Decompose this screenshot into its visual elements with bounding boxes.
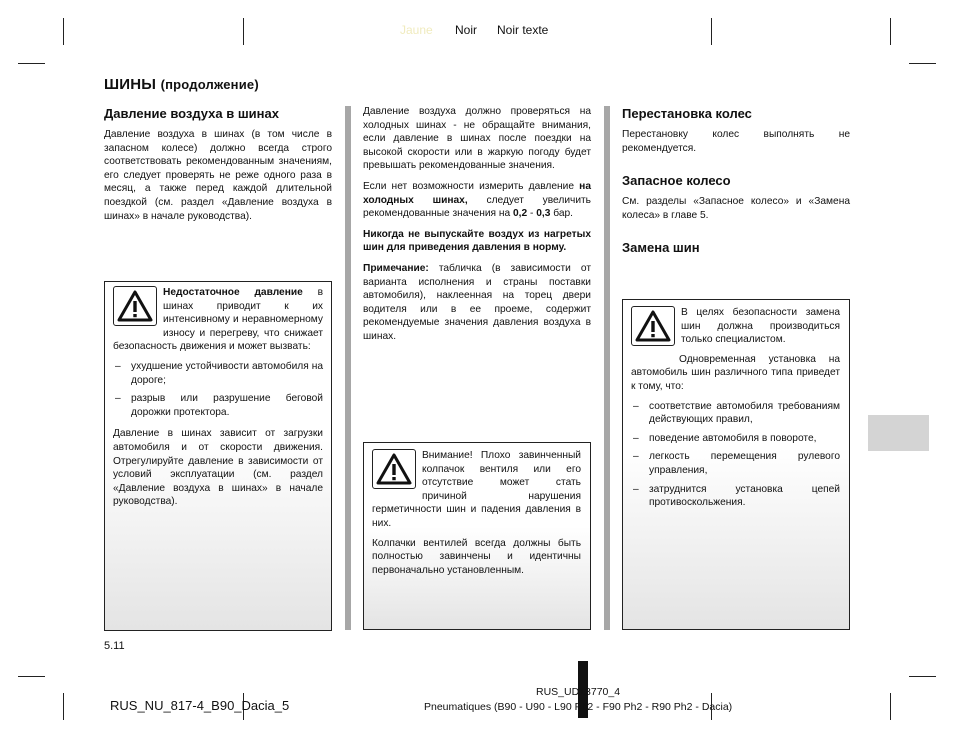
- note-label: Примечание:: [363, 262, 429, 274]
- paragraph-spare-wheel: См. разделы «Запасное колесо» и «Замена колеса» в главе 5.: [622, 196, 850, 221]
- column-2: [363, 105, 591, 351]
- section-title: [104, 76, 259, 93]
- text-run: бар.: [550, 208, 574, 220]
- list-item: – легкость перемещения рулевого управления,: [631, 450, 840, 477]
- crop-mark: [18, 676, 45, 677]
- paragraph-cold-tires: Давление воздуха должно проверяться на холодных шинах - не обращайте внимания, если давление в шинах после поездки на высокой скорости или в жаркую погоду будет превышать рекомендованные значения.: [363, 106, 591, 172]
- paragraph-note: [363, 262, 591, 344]
- reference-description: Pneumatiques (B90 - U90 - L90 Ph2 - F90 Ph2 - R90 Ph2 - Dacia): [424, 701, 733, 713]
- warning-box-tire-replacement: [622, 299, 850, 630]
- text-run: -: [527, 208, 537, 220]
- column-divider-bar: [345, 106, 351, 630]
- paragraph-wheel-rotation: Перестановку колес выполнять не рекомендуется.: [622, 129, 850, 154]
- heading-spare-wheel: Запасное колесо: [622, 173, 731, 189]
- document-code: RUS_NU_817-4_B90_Dacia_5: [110, 698, 290, 713]
- warning-lead-rest: в шинах приводит к их интенсивному и неравномерному износу и перегреву, что снижает безопасность движения и может вызвать:: [113, 287, 324, 353]
- crop-mark: [18, 63, 45, 64]
- warning-text-2: Колпачки вентилей всегда должны быть полностью завинчены и идентичны первоначально установленным.: [372, 537, 581, 576]
- note-text: табличка (в зависимости от варианта исполнения и страны поставки автомобиля), наклеенная на торец двери водителя или в ее проеме, содержит рекомендуемые значения давления воздуха в шинах.: [363, 262, 591, 342]
- color-label-noir: Noir: [455, 23, 478, 37]
- crop-mark: [711, 18, 712, 45]
- list-item: – соответствие автомобиля требованиям действующих правил,: [631, 400, 840, 427]
- page-number: 5.11: [104, 640, 125, 652]
- warning-text: В целях безопасности замена шин должна производиться только специалистом.: [681, 307, 840, 346]
- crop-mark: [63, 18, 64, 45]
- warning-lead-bold: Недостаточное давление: [163, 287, 303, 298]
- text-run-bold: на холодных шинах,: [363, 180, 591, 206]
- crop-mark: [909, 63, 936, 64]
- column-3: [622, 106, 850, 262]
- warning-text-2: Одновременная установка на автомобиль шин различного типа приведет к тому, что:: [631, 353, 840, 392]
- text-run-bold: 0,2: [513, 208, 528, 220]
- crop-mark: [890, 693, 891, 720]
- color-label-noir-texte: Noir texte: [497, 23, 549, 37]
- warning-text-2: Давление в шинах зависит от загрузки автомобиля и от скорости движения. Отрегулируйте давление в зависимости от условий эксплуатации (см. раздел «Давление воздуха в шинах» в начале руководства).: [113, 428, 323, 508]
- heading-wheel-rotation: Перестановка колес: [622, 106, 752, 121]
- paragraph-tire-pressure: Давление воздуха в шинах (в том числе в запасном колесе) должно всегда строго соответствовать рекомендованным значениям, его следует проверять не реже одного раза в месяц, а также перед каждой длительной поездкой (см. раздел «Давление воздуха в шинах» в начале руководства).: [104, 129, 332, 222]
- crop-mark: [890, 18, 891, 45]
- list-item: – разрыв или разрушение беговой дорожки протектора.: [113, 392, 323, 419]
- paragraph-increase-pressure: [363, 180, 591, 221]
- paragraph-never-release: Никогда не выпускайте воздух из нагретых шин для приведения давления в норму.: [363, 228, 591, 254]
- warning-text: Внимание! Плохо завинченный колпачок вентиля или его отсутствие может стать причиной нарушения герметичности шин и падения давления в них.: [372, 450, 581, 529]
- color-label-jaune: Jaune: [400, 23, 433, 37]
- text-run: Если нет возможности измерить давление: [363, 180, 580, 192]
- warning-box-valve-cap: [363, 442, 591, 630]
- crop-mark: [909, 676, 936, 677]
- crop-mark: [63, 693, 64, 720]
- crop-mark: [243, 18, 244, 45]
- heading-tire-pressure: Давление воздуха в шинах: [104, 106, 279, 121]
- column-divider-bar: [604, 106, 610, 630]
- warning-triangle-icon: [372, 449, 416, 489]
- chapter-tab: [868, 415, 929, 451]
- heading-tire-replacement: Замена шин: [622, 240, 700, 256]
- list-item: – ухудшение устойчивости автомобиля на дороге;: [113, 360, 323, 387]
- list-item: – поведение автомобиля в повороте,: [631, 432, 840, 446]
- warning-triangle-icon: [113, 286, 157, 326]
- text-run-bold: 0,3: [536, 208, 551, 220]
- section-title-sub: (продолжение): [160, 77, 259, 92]
- warning-triangle-icon: [631, 306, 675, 346]
- warning-box-underinflation: [104, 281, 332, 631]
- reference-code: RUS_UD13770_4: [536, 686, 621, 698]
- list-item: – затруднится установка цепей противоскольжения.: [631, 483, 840, 510]
- text-run: следует увеличить рекомендованные значения на: [363, 194, 591, 220]
- column-1: [104, 106, 332, 230]
- section-title-main: ШИНЫ: [104, 76, 157, 93]
